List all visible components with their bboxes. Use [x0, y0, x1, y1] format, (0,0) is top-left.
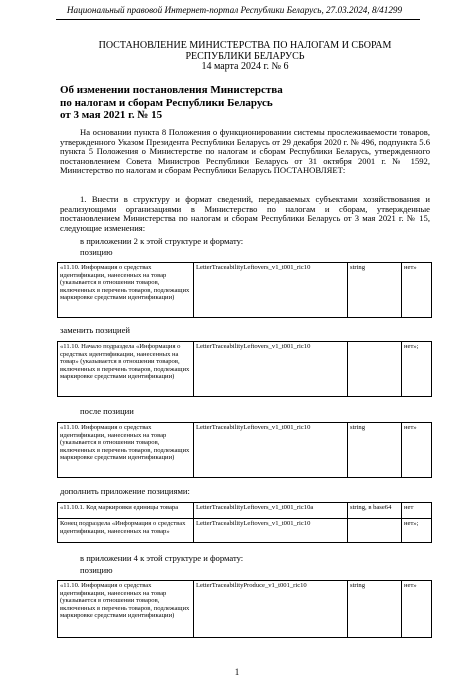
page-number: 1	[234, 667, 240, 677]
table-position-replacement	[57, 341, 432, 397]
table-cell-name: «11.10. Информация о средствах идентификации, нанесенных на товар (указывается в отношении товаров, включенных в перечень товаров, подлежащих маркировке средствами идентификации)	[58, 581, 194, 638]
title-line-2: РЕСПУБЛИКИ БЕЛАРУСЬ	[185, 50, 305, 62]
table-cell-type: string	[348, 423, 402, 478]
table-position-original	[57, 262, 432, 318]
table-row	[58, 423, 432, 478]
table-cell-type: string	[348, 581, 402, 638]
heading-line-3: от 3 мая 2021 г. № 15	[60, 109, 163, 121]
table-cell-tag: LetterTraceabilityLeftovers_v1_t001_ric10	[194, 263, 348, 318]
date-line: 14 марта 2024 г. № 6	[201, 61, 289, 72]
position-label: позицию	[80, 247, 113, 257]
table-cell-type	[348, 519, 402, 543]
position-label-2: позицию	[80, 565, 113, 575]
table-cell-tag: LetterTraceabilityLeftovers_v1_t001_ric10	[194, 342, 348, 397]
add-positions-label: дополнить приложение позициями:	[60, 486, 190, 496]
table-cell-name: «11.10. Информация о средствах идентификации, нанесенных на товар (указывается в отношении товаров, включенных в перечень товаров, подлежащих маркировке средствами идентификации)	[58, 263, 194, 318]
table-cell-required: нет»	[402, 263, 432, 318]
header-divider	[56, 19, 420, 20]
table-row	[58, 503, 432, 519]
table-cell-type: string, в base64	[348, 503, 402, 519]
table-cell-name: «11.10. Начало подраздела «Информация о средствах идентификации, нанесенных на товар» (указывается в отношении товаров, включенных в перечень товаров, подлежащих маркировке средствами идентификации)	[58, 342, 194, 397]
preamble-paragraph: На основании пункта 8 Положения о функционировании системы прослеживаемости товаров, утвержденного Указом Президента Республики Беларусь от 29 декабря 2020 г. № 496, подпункта 5.6 пункта 5 Положения о Министерстве по налогам и сборам Республики Беларусь, утвержденного постановлением Совета Министров Республики Беларусь от 31 октября 2001 г. № 1592, Министерство по налогам и сборам Республики Беларусь ПОСТАНОВЛЯЕТ:	[60, 127, 430, 176]
appendix-4-intro: в приложении 4 к этой структуре и формату:	[80, 553, 244, 563]
table-row	[58, 519, 432, 543]
table-position-anchor	[57, 422, 432, 478]
table-cell-name: «11.10.1. Код маркировки единицы товара	[58, 503, 194, 519]
table-added-positions	[57, 502, 432, 543]
table-row	[58, 342, 432, 397]
appendix-2-intro: в приложении 2 к этой структуре и формату:	[80, 236, 244, 246]
table-cell-tag: LetterTraceabilityLeftovers_v1_t001_ric10	[194, 519, 348, 543]
item-1-paragraph: 1. Внести в структуру и формат сведений, передаваемых субъектами хозяйствования и реализующими организациями в Министерство по налогам и сборам, утвержденные постановлением Министерства по налогам и сборам Республики Беларусь от 3 мая 2021 г. № 15, следующие изменения:	[60, 194, 430, 233]
table-cell-tag: LetterTraceabilityLeftovers_v1_t001_ric10a	[194, 503, 348, 519]
table-cell-type	[348, 342, 402, 397]
table-row	[58, 581, 432, 638]
table-appendix-4-position	[57, 580, 432, 638]
table-cell-required: нет»;	[402, 519, 432, 543]
table-cell-tag: LetterTraceabilityProduce_v1_t001_ric10	[194, 581, 348, 638]
document-heading	[60, 84, 320, 122]
after-position-label: после позиции	[80, 406, 134, 416]
table-cell-required: нет»	[402, 423, 432, 478]
table-row	[58, 263, 432, 318]
table-cell-type: string	[348, 263, 402, 318]
portal-source-line: Национальный правовой Интернет-портал Республики Беларусь, 27.03.2024, 8/41299	[66, 5, 403, 15]
table-cell-required: нет»	[402, 581, 432, 638]
table-cell-required: нет»;	[402, 342, 432, 397]
table-cell-name: «11.10. Информация о средствах идентификации, нанесенных на товар (указывается в отношении товаров, включенных в перечень товаров, подлежащих маркировке средствами идентификации)	[58, 423, 194, 478]
heading-line-2: по налогам и сборам Республики Беларусь	[60, 96, 273, 109]
title-line-1: ПОСТАНОВЛЕНИЕ МИНИСТЕРСТВА ПО НАЛОГАМ И СБОРАМ	[98, 40, 392, 51]
heading-line-1: Об изменении постановления Министерства	[60, 84, 283, 96]
table-cell-tag: LetterTraceabilityLeftovers_v1_t001_ric10	[194, 423, 348, 478]
table-cell-required: нет	[402, 503, 432, 519]
replace-label: заменить позицией	[60, 325, 130, 335]
resolution-title	[60, 41, 430, 73]
table-cell-name: Конец подраздела «Информация о средствах идентификации, нанесенных на товар»	[58, 519, 194, 543]
